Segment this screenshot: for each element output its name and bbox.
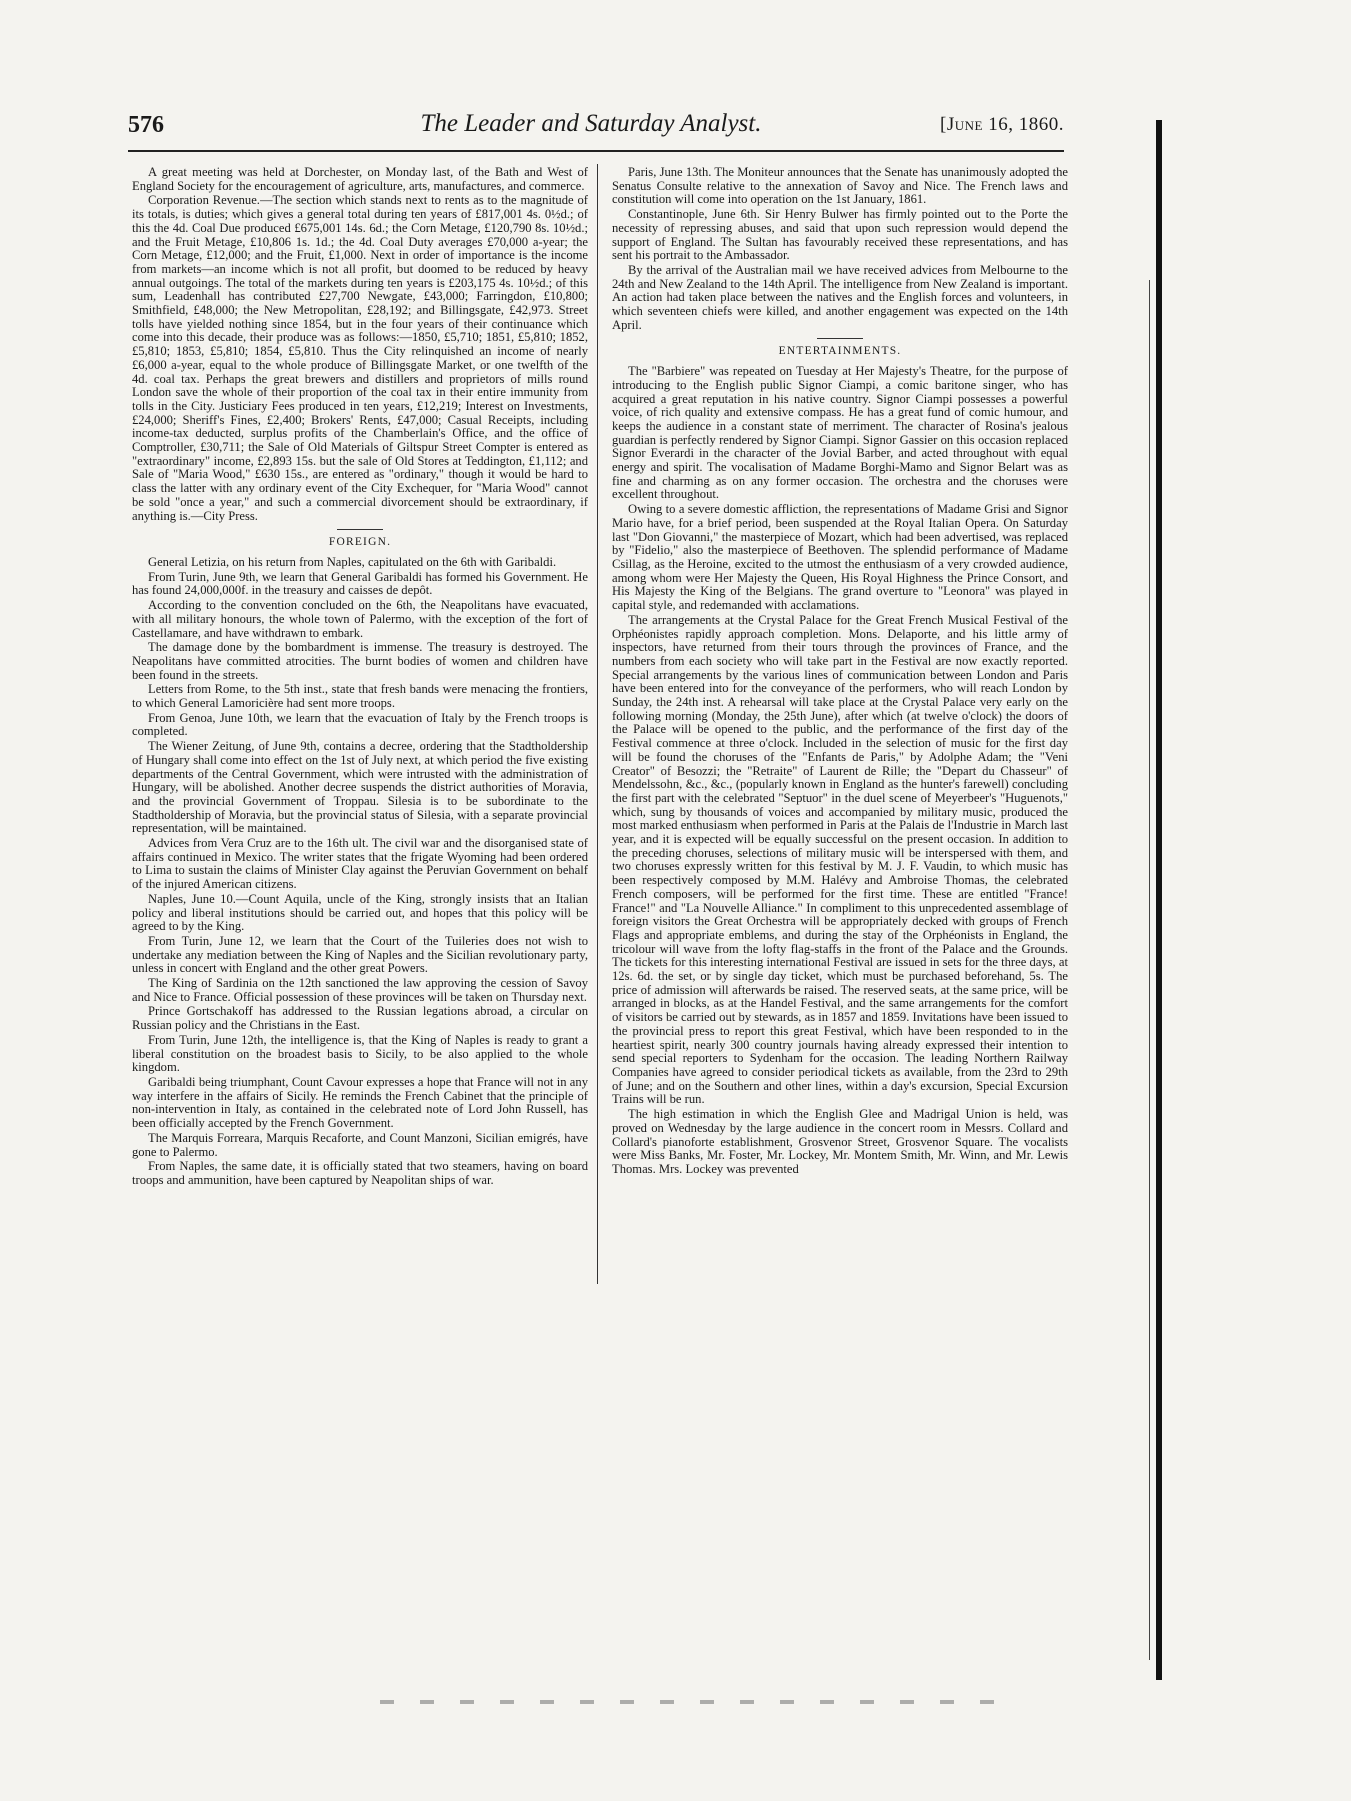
article-paragraph: Corporation Revenue.—The section which stands next to rents as to the magnitude of its totals, is duties; which gives a general total during ten years of £817,001 4s. 0½d.; of this the 4d. Coal Due produced £675,001 14s. 6d.; the Corn Metage, £120,790 8s. 10½d.; and the Fruit Metage, £10,806 1s. 1d.; the 4d. Coal Duty averages £70,000 a-year; the Corn Metage, £12,000; and the Fruit, £1,000. Next in order of importance is the income from markets—an income which is not all profit, but doomed to be reduced by heavy annual outgoings. The total of the markets during ten years is £203,175 4s. 10½d.; of this sum, Leadenhall has contributed £27,700 Newgate, £43,000; Farringdon, £10,800; Smithfield, £48,000; the New Metropolitan, £28,192; and Billingsgate, £42,973. Street tolls have yielded nothing since 1854, but in the four years of their continuance which come into this decade, their produce was as follows:—1850, £5,710; 1851, £5,810; 1852, £5,810; 1853, £5,810; 1854, £5,810. Thus the City relinquished an income of nearly £6,000 a-year, equal to the whole produce of Billingsgate Market, or one twelfth of the 4d. coal tax. Perhaps the great brewers and distillers and proprietors of mills round London save the whole of their proportion of the coal tax in their entire immunity from tolls in the City. Justiciary Fees produced in ten years, £12,219; Interest on Investments, £24,000; Sheriff's Fines, £2,400; Brokers' Rents, £47,000; Casual Receipts, including income-tax deducted, surplus profits of the Chamberlain's Office, and the office of Comptroller, £30,711; the Sale of Old Materials of Giltspur Street Compter is entered as "extraordinary" income, £2,893 15s. but the sale of Old Stores at Teddington, £1,112; and Sale of "Maria Wood," £630 15s., are entered as "ordinary," though it would be hard to class the latter with any ordinary event of the City Exchequer, for "Maria Wood" cannot be sold "once a year," and such a commercial divorcement should be extraordinary, if anything is.—City Press. (132, 193, 588, 523)
binding-edge (1156, 120, 1162, 1680)
news-item: The damage done by the bombardment is immense. The treasury is destroyed. The Neapolitans have committed atrocities. The burnt bodies of women and children have been found in the streets. (132, 640, 588, 682)
binding-edge-line (1149, 280, 1150, 1660)
news-item: The King of Sardinia on the 12th sanctioned the law approving the cession of Savoy and Nice to France. Official possession of these provinces will be taken on Thursday next. (132, 976, 588, 1004)
news-item: By the arrival of the Australian mail we have received advices from Melbourne to the 24th and New Zealand to the 14th April. The intelligence from New Zealand is important. An action had taken place between the natives and the English forces and volunteers, in which seventeen chiefs were killed, and another engagement was expected on the 14th April. (612, 262, 1068, 332)
masthead-title: The Leader and Saturday Analyst. (420, 110, 762, 137)
right-column (612, 166, 1068, 1276)
news-item: From Turin, June 12, we learn that the Court of the Tuileries does not wish to undertake any mediation between the King of Naples and the Sicilian revolutionary party, unless in concert with England and the other great Powers. (132, 933, 588, 976)
news-item: Naples, June 10.—Count Aquila, uncle of the King, strongly insists that an Italian policy and liberal institutions should be carried out, and hopes that this policy will be agreed to by the King. (132, 891, 588, 934)
news-item: Advices from Vera Cruz are to the 16th ult. The civil war and the disorganised state of affairs continued in Mexico. The writer states that the frigate Wyoming had been ordered to Lima to sustain the claims of Minister Clay against the Peruvian Government on behalf of the injured American citizens. (132, 836, 588, 892)
article-paragraph: A great meeting was held at Dorchester, on Monday last, of the Bath and West of England Society for the encouragement of agriculture, arts, manufactures, and commerce. (132, 166, 588, 193)
news-item: From Turin, June 9th, we learn that General Garibaldi has formed his Government. He has found 24,000,000f. in the treasury and caisses de depôt. (132, 569, 588, 598)
article-paragraph: The "Barbiere" was repeated on Tuesday at Her Majesty's Theatre, for the purpose of introducing to the English public Signor Ciampi, a comic baritone singer, who has acquired a great reputation in his native country. Signor Ciampi possesses a powerful voice, of rich quality and extensive compass. He has a great fund of comic humour, and keeps the audience in a constant state of merriment. The character of Rosina's jealous guardian is perfectly rendered by Signor Ciampi. Signor Gassier on this occasion replaced Signor Everardi in the character of the Jovial Barber, and acted throughout with equal energy and spirit. The vocalisation of Madame Borghi-Mamo and Signor Belart was as fine and charming as on any former occasion. The orchestra and the choruses were excellent throughout. (612, 364, 1068, 502)
page-number: 576 (128, 112, 164, 138)
article-paragraph: Owing to a severe domestic affliction, the representations of Madame Grisi and Signor Mario have, for a brief period, been suspended at the Royal Italian Opera. On Saturday last "Don Giovanni," the masterpiece of Mozart, which had been advertised, was replaced by "Fidelio," also the masterpiece of Beethoven. The splendid performance of Madame Csillag, as the Heroine, excited to the utmost the enthusiasm of a very crowded audience, among whom were Her Majesty the Queen, His Royal Highness the Prince Consort, and His Majesty the King of the Belgians. The grand overture to "Leonora" was played in capital style, and redemanded with acclamations. (612, 502, 1068, 613)
news-item: Constantinople, June 6th. Sir Henry Bulwer has firmly pointed out to the Porte the necessity of repressing abuses, and said that upon such repression would depend the support of England. The Sultan has favourably received these representations, and has sent his portrait to the Ambassador. (612, 207, 1068, 263)
news-item: The Wiener Zeitung, of June 9th, contains a decree, ordering that the Stadtholdership of Hungary shall come into effect on the 1st of July next, at which period the five existing departments of the Central Government, which were intrusted with the administration of Hungary, will be abolished. Another decree suspends the district authorities of Moravia, and the provincial Government of Troppau. Silesia is to be subordinate to the Stadtholdership of Moravia, but the provincial status of Silesia, with a separate provincial representation, will be maintained. (132, 739, 588, 836)
section-heading-foreign: FOREIGN. (328, 536, 392, 549)
page-header (118, 108, 1064, 148)
column-divider (597, 164, 598, 1284)
scan-artifact (380, 1700, 1020, 1704)
news-item: Garibaldi being triumphant, Count Cavour expresses a hope that France will not in any way interfere in the affairs of Sicily. He reminds the French Cabinet that the principle of non-intervention in Italy, as contained in the celebrated note of Lord John Russell, has been officially accepted by the French Government. (132, 1075, 588, 1131)
news-item: Paris, June 13th. The Moniteur announces that the Senate has unanimously adopted the Senatus Consulte relative to the annexation of Savoy and Nice. The French laws and constitution will come into operation on the 1st January, 1861. (612, 166, 1068, 207)
left-column (132, 166, 588, 1276)
news-item: From Genoa, June 10th, we learn that the evacuation of Italy by the French troops is completed. (132, 710, 588, 739)
news-item: The Marquis Forreara, Marquis Recaforte, and Count Manzoni, Sicilian emigrés, have gone to Palermo. (132, 1130, 588, 1159)
news-item: Prince Gortschakoff has addressed to the Russian legations abroad, a circular on Russian policy and the Christians in the East. (132, 1004, 588, 1033)
article-paragraph: The high estimation in which the English Glee and Madrigal Union is held, was proved on Wednesday by the large audience in the concert room in Messrs. Collard and Collard's pianoforte establishment, Grosvenor Street, Grosvenor Square. The vocalists were Miss Banks, Mr. Foster, Mr. Lockey, Mr. Montem Smith, Mr. Winn, and Mr. Lewis Thomas. Mrs. Lockey was prevented (612, 1107, 1068, 1176)
news-item: According to the convention concluded on the 6th, the Neapolitans have evacuated, with all military honours, the whole town of Palermo, with the exception of the fort of Castellamare, and have withdrawn to embark. (132, 598, 588, 640)
news-item: General Letizia, on his return from Naples, capitulated on the 6th with Garibaldi. (148, 554, 557, 569)
section-rule (337, 529, 383, 530)
section-heading-entertainments: ENTERTAINMENTS. (778, 345, 902, 358)
news-item: From Turin, June 12th, the intelligence is, that the King of Naples is ready to grant a liberal constitution on the broadest basis to Sicily, to be also applied to the whole kingdom. (132, 1032, 588, 1075)
news-item: Letters from Rome, to the 5th inst., state that fresh bands were menacing the frontiers, to which General Lamoricière had sent more troops. (132, 682, 588, 711)
article-paragraph: The arrangements at the Crystal Palace for the Great French Musical Festival of the Orphéonistes rapidly approach completion. Mons. Delaporte, and his little army of inspectors, have returned from their tours through the provinces of France, and the numbers from each society who will take part in the Festival are now exactly reported. Special arrangements by the various lines of communication between London and Paris have been entered into for the conveyance of the performers, who will reach London by Sunday, the 24th inst. A rehearsal will take place at the Crystal Palace very early on the following morning (Monday, the 25th June), after which (at twelve o'clock) the doors of the Palace will be opened to the public, and the performance of the first day of the Festival commence at three o'clock. Included in the selection of music for the first day will be found the choruses of the "Enfants de Paris," by Adolphe Adam; the "Veni Creator" of Besozzi; the "Retraite" of Laurent de Rille; the "Depart du Chasseur" of Mendelssohn, &c., &c., (popularly known in England as the hunter's farewell) concluding the first part with the celebrated "Septuor" in the duel scene of Meyerbeer's "Huguenots," which, sung by thousands of voices and accompanied by military music, produced the most marked enthusiasm when performed in Paris at the Palais de l'Industrie in March last year, and it is expected will be equally successful on the present occasion. In addition to the preceding choruses, selections of military music will be interspersed with them, and two choruses expressly written for this festival by M. J. F. Vaudin, to which music has been respectively composed by M.M. Halévy and Ambroise Thomas, the celebrated French composers, will be performed for the first time. These are entitled "France! France!" and "La Nouvelle Alliance." In compliment to this unprecedented assemblage of foreign visitors the Great Orchestra will be appropriately decked with groups of French Flags and appropriate emblems, and during the stay of the Orphéonists in England, the tricolour will wave from the lofty flag-staffs in the front of the Palace and the Grounds. The tickets for this interesting international Festival are issued in sets for the three days, at 12s. 6d. the set, or by single day ticket, which must be purchased beforehand, 5s. The price of admission will afterwards be raised. The reserved seats, at the same price, will be arranged in blocks, as at the Handel Festival, and the same arrangements for the comfort of visitors be carried out by stewards, as in 1857 and 1859. Invitations have been issued to the provincial press to report this great Festival, which have been responded to in the heartiest spirit, nearly 300 country journals having already expressed their intention to send special reporters to Sydenham for the occasion. The leading Northern Railway Companies have agreed to consider periodical tickets as available, from the 23rd to 29th of June; and on the Southern and other lines, within a day's excursion, Special Excursion Trains will be run. (612, 612, 1068, 1107)
news-item: From Naples, the same date, it is officially stated that two steamers, having on board troops and ammunition, have been captured by Neapolitan ships of war. (132, 1159, 588, 1187)
section-rule (817, 338, 863, 339)
issue-date: [June 16, 1860. (940, 114, 1064, 135)
header-rule (128, 150, 1064, 152)
